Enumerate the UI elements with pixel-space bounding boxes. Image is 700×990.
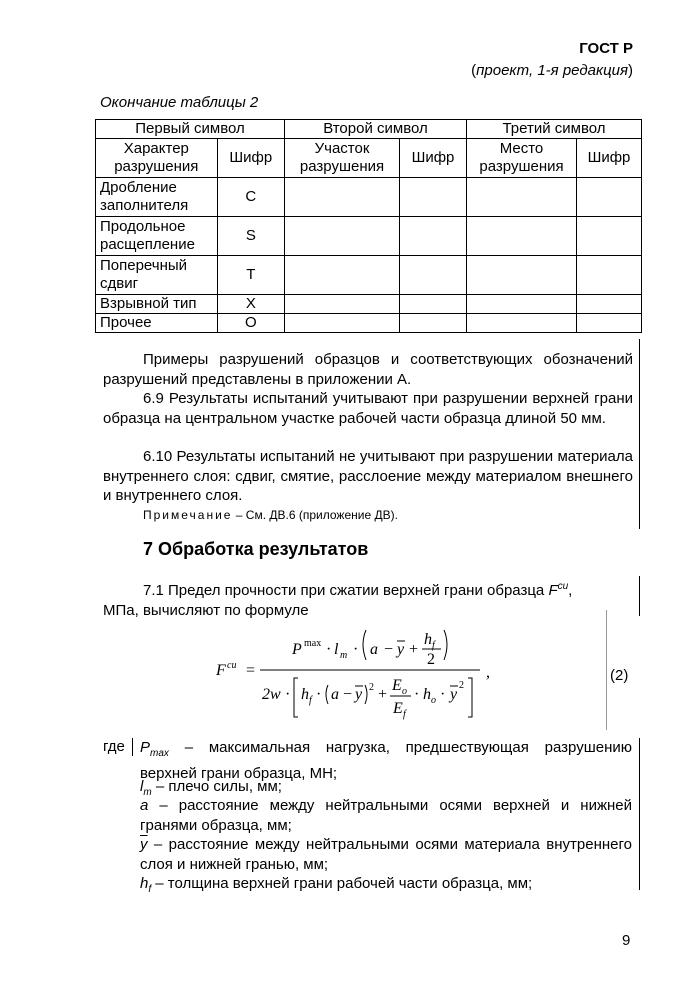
table-row	[96, 295, 642, 314]
table-group-header-row	[96, 120, 642, 139]
num-y: y	[397, 641, 405, 658]
row-code: T	[217, 256, 284, 295]
page-number: 9	[622, 932, 631, 949]
change-bar	[639, 738, 640, 890]
den-y2: y	[450, 686, 458, 703]
num-P: P	[292, 641, 302, 658]
row-code: O	[217, 314, 284, 333]
group-header-third: Третий символ	[467, 120, 642, 139]
den-Eo: E	[392, 677, 402, 694]
num-l-sub: m	[340, 650, 348, 661]
den-hf: h	[301, 686, 309, 703]
formula-lhs: F	[216, 662, 226, 679]
row-label: Продольное расщепление	[96, 217, 218, 256]
where-item-a: a – расстояние между нейтральными осями верхней и нижней гранями образца, мм;	[140, 797, 632, 834]
den-minus: −	[343, 686, 353, 703]
den-bracket-right	[468, 678, 472, 717]
den-ho-sub: o	[431, 695, 436, 706]
den-square: 2	[369, 682, 374, 693]
table-caption: Окончание таблицы 2	[100, 94, 259, 111]
sub-header-failure-location: Место разрушения	[467, 139, 577, 178]
sub-header-code-2: Шифр	[400, 139, 467, 178]
den-ho: h	[423, 686, 431, 703]
sub-header-failure-area: Участок разрушения	[285, 139, 400, 178]
den-dot-2: ·	[316, 686, 322, 703]
num-dot-2: ·	[353, 641, 359, 658]
row-label: Поперечный сдвиг	[96, 256, 218, 295]
table-row	[96, 178, 642, 217]
where-item-hf: $h_f$ – толщина верхней грани рабочей части образца, мм;	[140, 875, 533, 895]
table-row	[96, 217, 642, 256]
row-code: X	[217, 295, 284, 314]
row-label: Прочее	[96, 314, 218, 333]
table-sub-header-row	[96, 139, 642, 178]
table-row	[96, 314, 642, 333]
den-y: y	[355, 686, 363, 703]
where-bar	[132, 738, 133, 756]
num-hf-sub: f	[432, 640, 435, 651]
num-plus: +	[409, 641, 419, 658]
failure-codes-table	[95, 119, 642, 333]
den-paren-left	[326, 685, 328, 704]
row-label: Взрывной тип	[96, 295, 218, 314]
num-minus: −	[384, 641, 394, 658]
num-paren-right	[444, 630, 447, 660]
num-a: a	[370, 641, 378, 658]
change-bar-light	[606, 610, 607, 730]
where-label: где	[103, 738, 125, 755]
where-item-pmax: $P_{max}$ – максимальная нагрузка, предшествующая разрушению верхней грани образца, МН;	[140, 739, 632, 782]
den-plus: +	[378, 686, 388, 703]
den-Ef-sub: f	[403, 709, 406, 720]
sub-header-failure-type: Характер разрушения	[96, 139, 218, 178]
change-bar	[639, 576, 640, 616]
den-Eo-sub: o	[402, 686, 407, 697]
document-code: ГОСТ Р	[579, 40, 633, 57]
formula-lhs-sup: cu	[227, 660, 237, 671]
group-header-first: Первый символ	[96, 120, 285, 139]
num-hf: h	[424, 631, 432, 648]
group-header-second: Второй символ	[285, 120, 467, 139]
sub-header-code-1: Шифр	[217, 139, 284, 178]
where-item-lm: $l_m$ – плечо силы, мм;	[140, 778, 282, 798]
where-item-y: $\overline{y}$ – расстояние между нейтральными осями материала внутреннего слоя и нижней гранью, мм;	[140, 836, 632, 873]
note: Примечание – См. ДВ.6 (приложение ДВ).	[143, 508, 398, 522]
num-two: 2	[427, 651, 435, 668]
den-y2-sup: 2	[459, 680, 464, 691]
formula-comma: ,	[486, 664, 490, 681]
den-2w: 2w	[262, 686, 281, 703]
formula-equals: =	[246, 662, 256, 679]
den-Ef: E	[393, 700, 403, 717]
table-row	[96, 256, 642, 295]
row-label: Дробление заполнителя	[96, 178, 218, 217]
paragraph-6-9: 6.9 Результаты испытаний учитывают при разрушении верхней грани образца на центральном участке рабочей части образца длиной 50 мм.	[103, 390, 633, 427]
sub-header-code-3: Шифр	[577, 139, 642, 178]
den-hf-sub: f	[309, 695, 312, 706]
formula-number: (2)	[610, 667, 629, 684]
den-bracket-left	[294, 678, 298, 717]
den-a: a	[331, 686, 339, 703]
den-paren-right	[365, 685, 367, 704]
change-bar	[639, 339, 640, 529]
row-code: C	[217, 178, 284, 217]
num-P-sup: max	[304, 638, 322, 649]
section-heading: 7 Обработка результатов	[143, 539, 369, 559]
formula-2	[210, 622, 500, 726]
den-dot-3: ·	[414, 686, 420, 703]
document-edition: (проект, 1-я редакция)	[471, 62, 633, 79]
row-code: S	[217, 217, 284, 256]
paragraph-6-10: 6.10 Результаты испытаний не учитывают при разрушении материала внутреннего слоя: сдвиг, смятие, расслоение между материалом внешнего и внутреннего слоя.	[103, 448, 633, 504]
den-dot-4: ·	[440, 686, 446, 703]
paragraph-7-1: 7.1 Предел прочности при сжатии верхней грани образца $F^{cu}$, МПа, вычисляют по формуле	[103, 581, 573, 619]
num-paren-left	[363, 630, 366, 660]
num-dot-1: ·	[326, 641, 332, 658]
num-l: l	[334, 641, 339, 658]
den-dot-1: ·	[285, 686, 291, 703]
paragraph-examples: Примеры разрушений образцов и соответствующих обозначений разрушений представлены в приложении А.	[103, 351, 633, 388]
